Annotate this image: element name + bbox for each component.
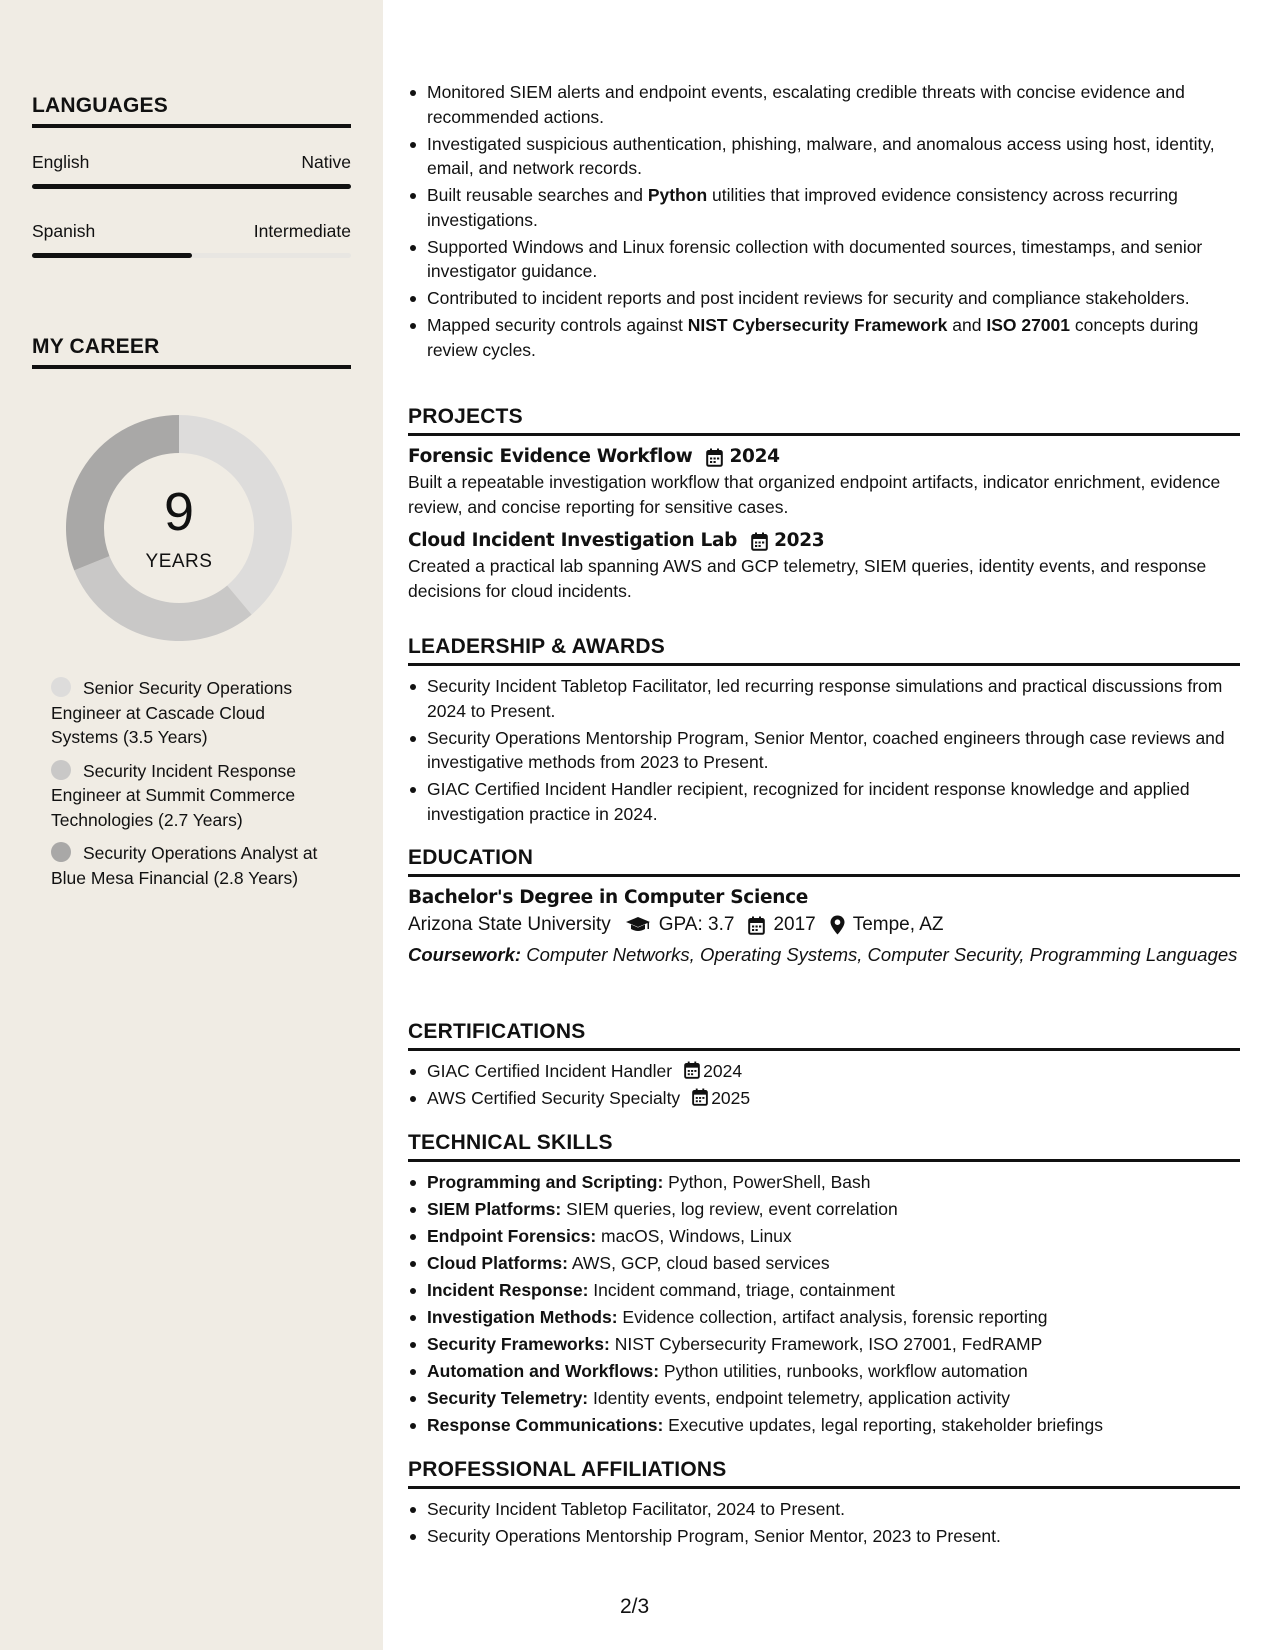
languages-heading: LANGUAGES [32,94,351,128]
leadership-item: Security Incident Tabletop Facilitator, led recurring response simulations and practical discussions from 2024 to Present. [408,674,1240,723]
education-section [408,846,1240,968]
skills-section [408,1131,1240,1440]
location-pin-icon [830,915,845,935]
skill-item: Security Telemetry: Identity events, endpoint telemetry, application activity [408,1386,1240,1411]
affiliation-item: Security Operations Mentorship Program, Senior Mentor, 2023 to Present. [408,1524,1240,1549]
certifications-section [408,1020,1240,1113]
graduation-year: 2017 [773,914,816,935]
experience-bullet: Supported Windows and Linux forensic collection with documented sources, timestamps, and senior investigator guidance. [408,235,1240,284]
language-bar-spanish [32,253,351,258]
career-years-label: YEARS [145,551,213,572]
skill-item: SIEM Platforms: SIEM queries, log review, event correlation [408,1197,1240,1222]
education-heading: EDUCATION [408,846,1240,877]
main-content [408,0,1240,1650]
page-number: 2/3 [620,1595,650,1618]
coursework-label: Coursework: [408,944,522,965]
career-legend-label: Senior Security Operations Engineer at Cascade Cloud Systems (3.5 Years) [51,678,293,747]
legend-dot-icon [51,760,71,780]
language-level: Intermediate [253,221,351,241]
skill-item: Security Frameworks: NIST Cybersecurity Framework, ISO 27001, FedRAMP [408,1332,1240,1357]
coursework-list: Computer Networks, Operating Systems, Computer Security, Programming Languages [526,944,1238,965]
skills-list [408,1170,1240,1438]
skill-item: Cloud Platforms: AWS, GCP, cloud based services [408,1251,1240,1276]
coursework [408,943,1240,968]
calendar-icon [748,916,765,935]
career-legend-item [51,676,321,750]
experience-bullet: Investigated suspicious authentication, phishing, malware, and anomalous access using host, identity, email, and network records. [408,132,1240,181]
affiliations-section [408,1458,1240,1551]
project-year: 2024 [729,446,780,467]
certification-year: 2025 [711,1088,751,1108]
certification-name: GIAC Certified Incident Handler [427,1061,673,1081]
experience-bullet: Contributed to incident reports and post incident reviews for security and compliance stakeholders. [408,286,1240,311]
certifications-heading: CERTIFICATIONS [408,1020,1240,1051]
skill-item: Endpoint Forensics: macOS, Windows, Linux [408,1224,1240,1249]
certification-item [408,1086,1240,1111]
affiliations-heading: PROFESSIONAL AFFILIATIONS [408,1458,1240,1489]
graduation-cap-icon [625,916,651,934]
education-details [408,911,1240,939]
project-name: Forensic Evidence Workflow [408,446,693,467]
projects-heading: PROJECTS [408,405,1240,436]
leadership-item: GIAC Certified Incident Handler recipient, recognized for incident response knowledge and applied investigation practice in 2024. [408,777,1240,826]
career-donut-chart [66,415,292,641]
career-legend-label: Security Incident Response Engineer at Summit Commerce Technologies (2.7 Years) [51,760,297,830]
career-total-years: 9 [163,482,195,542]
calendar-icon [706,448,723,467]
calendar-icon [684,1061,700,1079]
projects-section [408,405,1240,612]
school-name: Arizona State University [408,914,611,935]
degree-title: Bachelor's Degree in Computer Science [408,887,809,908]
experience-bullet: Monitored SIEM alerts and endpoint events, escalating credible threats with concise evidence and recommended actions. [408,80,1240,129]
legend-dot-icon [51,842,71,862]
affiliations-list [408,1497,1240,1549]
career-legend-label: Security Operations Analyst at Blue Mesa Financial (2.8 Years) [51,843,318,888]
leadership-section [408,635,1240,829]
leadership-list [408,674,1240,826]
calendar-icon [692,1088,708,1106]
project-name: Cloud Incident Investigation Lab [408,530,738,551]
location: Tempe, AZ [852,914,944,935]
language-bar-fill [32,253,192,258]
certification-year: 2024 [703,1061,743,1081]
skill-item: Programming and Scripting: Python, PowerShell, Bash [408,1170,1240,1195]
language-row-english [32,152,351,173]
skill-item: Incident Response: Incident command, triage, containment [408,1278,1240,1303]
skill-item: Response Communications: Executive updates, legal reporting, stakeholder briefings [408,1413,1240,1438]
career-heading: MY CAREER [32,335,351,369]
language-name: English [32,152,90,172]
certifications-list [408,1059,1240,1111]
project-description: Built a repeatable investigation workflow that organized endpoint artifacts, indicator enrichment, evidence review, and concise reporting for sensitive cases. [408,472,1221,517]
calendar-icon [751,532,768,551]
career-legend [51,676,321,899]
career-legend-item [51,759,321,833]
certification-item [408,1059,1240,1084]
language-row-spanish [32,221,351,242]
language-name: Spanish [32,221,96,241]
gpa: GPA: 3.7 [658,914,735,935]
leadership-heading: LEADERSHIP & AWARDS [408,635,1240,666]
language-level: Native [301,152,351,172]
legend-dot-icon [51,677,71,697]
skill-item: Automation and Workflows: Python utilities, runbooks, workflow automation [408,1359,1240,1384]
project-title [408,528,1240,554]
experience-bullet: Mapped security controls against NIST Cybersecurity Framework and ISO 27001 concepts during review cycles. [408,313,1240,362]
affiliation-item: Security Incident Tabletop Facilitator, 2024 to Present. [408,1497,1240,1522]
sidebar [0,0,383,1650]
experience-bullet: Built reusable searches and Python utilities that improved evidence consistency across recurring investigations. [408,183,1240,232]
experience-bullet-list [408,80,1240,362]
leadership-item: Security Operations Mentorship Program, Senior Mentor, coached engineers through case reviews and investigative methods from 2023 to Present. [408,726,1240,775]
project-description: Created a practical lab spanning AWS and GCP telemetry, SIEM queries, identity events, and response decisions for cloud incidents. [408,556,1207,601]
certification-name: AWS Certified Security Specialty [427,1088,681,1108]
language-bar-fill [32,184,351,189]
skill-item: Investigation Methods: Evidence collection, artifact analysis, forensic reporting [408,1305,1240,1330]
language-bar-english [32,184,351,189]
project-year: 2023 [774,530,825,551]
skills-heading: TECHNICAL SKILLS [408,1131,1240,1162]
project-title [408,444,1240,470]
career-legend-item [51,841,321,890]
experience-continued [408,80,1240,365]
